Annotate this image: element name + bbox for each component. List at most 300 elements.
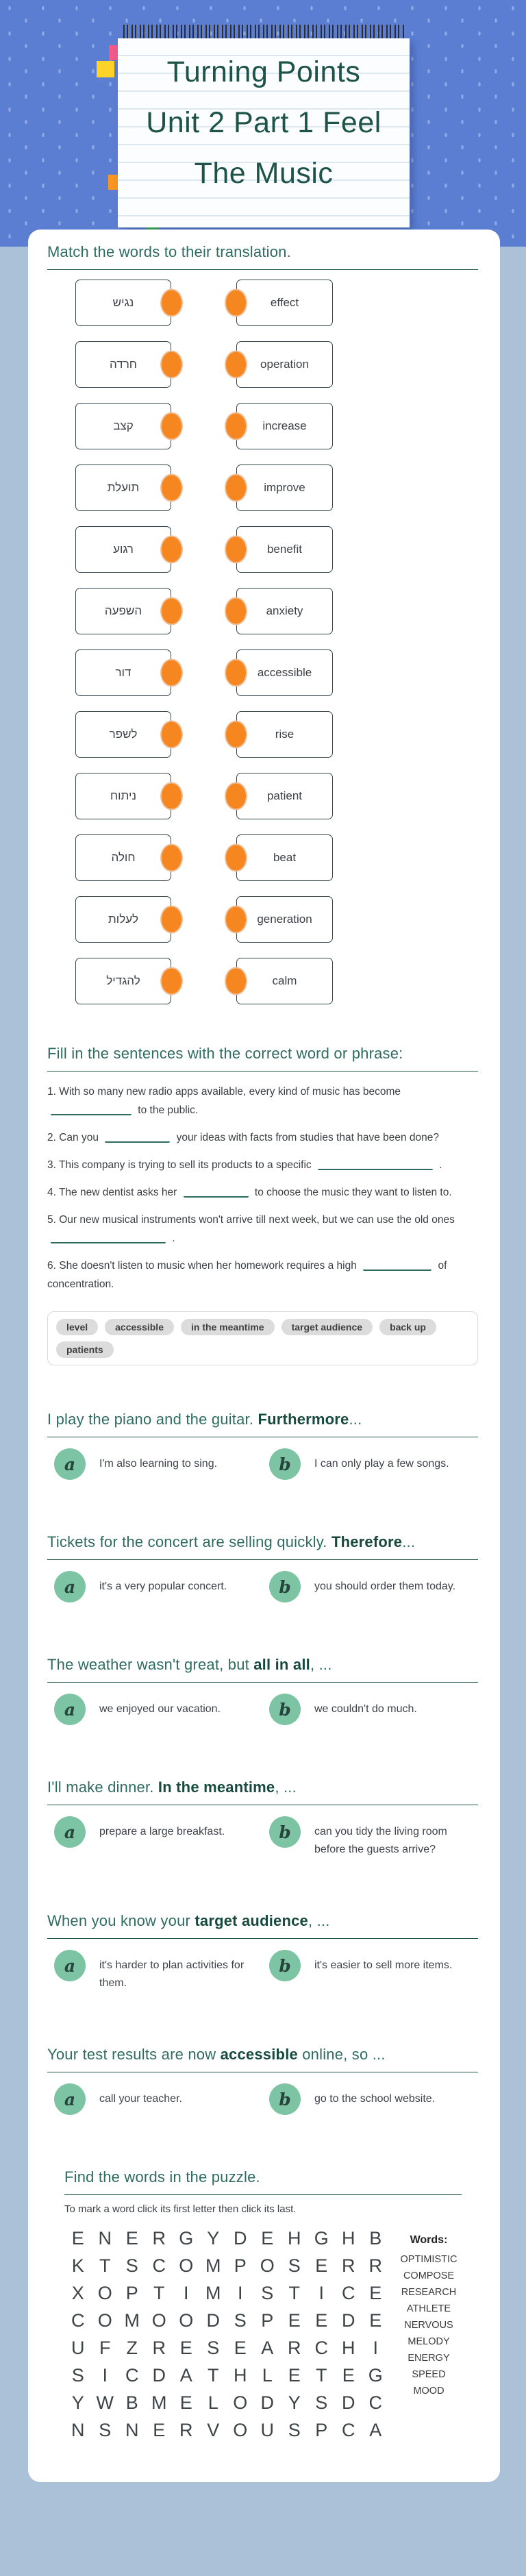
puzzle-letter[interactable]: M [205, 2255, 221, 2276]
fill-in-sentence [47, 1128, 478, 1147]
choice-options [47, 2083, 478, 2115]
puzzle-words [399, 2251, 459, 2399]
puzzle-letter[interactable]: E [179, 2337, 192, 2358]
page-title-line-1: Turning Points [166, 55, 361, 88]
match-left-word: תועלת [107, 481, 140, 494]
choice-option-b [269, 1448, 449, 1480]
puzzle-letter[interactable]: O [97, 2282, 112, 2303]
puzzle-letter[interactable]: S [315, 2392, 328, 2413]
match-right-box [236, 711, 333, 758]
puzzle-letter[interactable]: D [234, 2227, 247, 2249]
puzzle-letter[interactable]: A [179, 2364, 192, 2386]
puzzle-letter[interactable]: U [71, 2337, 85, 2358]
fill-in-sentence [47, 1211, 478, 1248]
match-connector-dot[interactable] [225, 289, 247, 317]
choice-a-button[interactable]: a [54, 1448, 86, 1480]
match-right-box [236, 403, 333, 449]
match-connector-dot[interactable] [225, 721, 247, 749]
choice-option-b [269, 1571, 455, 1602]
fill-in-sentence [47, 1156, 478, 1174]
match-right-word: patient [266, 789, 303, 802]
match-left-box [75, 403, 171, 449]
choice-heading-connector: target audience [195, 1912, 308, 1929]
match-connector-dot[interactable] [160, 412, 183, 441]
match-left-box [75, 711, 171, 758]
puzzle-letter[interactable]: R [152, 2337, 166, 2358]
word-bank-pill[interactable]: in the meantime [181, 1319, 275, 1335]
match-connector-dot[interactable] [225, 351, 247, 379]
puzzle-letter[interactable]: S [288, 2255, 301, 2276]
choice-option-a [54, 2083, 269, 2115]
puzzle-letter[interactable]: D [342, 2309, 355, 2331]
section-fill-in [47, 1045, 478, 1365]
choice-options [47, 1694, 478, 1725]
choice-option-b [269, 1950, 452, 1992]
match-left-word: דור [115, 666, 132, 679]
fill-in-sentences [47, 1082, 478, 1293]
puzzle-letter[interactable]: S [99, 2419, 112, 2440]
puzzle-letter[interactable]: H [342, 2337, 355, 2358]
choice-options [47, 1571, 478, 1602]
choice-heading [47, 1912, 478, 1939]
match-right-box [236, 958, 333, 1004]
answer-blank[interactable] [51, 1232, 166, 1243]
puzzle-letter[interactable]: T [316, 2364, 327, 2386]
puzzle-letter[interactable]: D [260, 2392, 274, 2413]
puzzle-letter[interactable]: D [152, 2364, 166, 2386]
match-right-word: generation [257, 913, 312, 926]
sentence-text-after: . [436, 1159, 442, 1171]
match-connector-dot[interactable] [160, 536, 183, 564]
choice-b-button[interactable]: b [269, 1816, 301, 1848]
choice-options [47, 1816, 478, 1859]
match-left-word: להגדיל [106, 974, 140, 987]
match-left-box [75, 649, 171, 696]
choice-b-text: we couldn't do much. [314, 1703, 417, 1715]
match-left-word: לעלות [108, 913, 138, 926]
match-right-box [236, 649, 333, 696]
puzzle-words-label: Words: [410, 2234, 448, 2246]
match-left-box [75, 465, 171, 511]
word-bank-pill[interactable]: accessible [105, 1319, 174, 1335]
choice-options [47, 1950, 478, 1992]
choice-heading-connector: all in all [253, 1656, 310, 1673]
puzzle-letter[interactable]: P [261, 2309, 274, 2331]
choice-b-button[interactable]: b [269, 2083, 301, 2115]
choice-a-button[interactable]: a [54, 1950, 86, 1981]
match-connector-dot[interactable] [225, 906, 247, 934]
choice-heading [47, 1411, 478, 1437]
sentence-text-after: . [169, 1233, 175, 1244]
puzzle-letter[interactable]: T [208, 2364, 219, 2386]
notebook-paper [118, 38, 410, 227]
puzzle-letter[interactable]: N [125, 2419, 139, 2440]
puzzle-letter[interactable]: L [262, 2364, 273, 2386]
puzzle-letter[interactable]: R [368, 2255, 382, 2276]
puzzle-letter[interactable]: T [99, 2255, 111, 2276]
puzzle-letter[interactable]: E [315, 2309, 328, 2331]
puzzle-letter[interactable]: O [260, 2255, 275, 2276]
puzzle-letter[interactable]: E [315, 2255, 328, 2276]
match-connector-dot[interactable] [225, 659, 247, 687]
match-connector-dot[interactable] [160, 906, 183, 934]
puzzle-instruction: To mark a word click its first letter then click its last. [64, 2203, 297, 2215]
sentence-text-before: 5. Our new musical instruments won't arrive till next week, but we can use the old ones [47, 1214, 455, 1226]
fill-in-sentence [47, 1082, 478, 1119]
choice-b-text: it's easier to sell more items. [314, 1959, 453, 1971]
puzzle-letter[interactable]: H [234, 2364, 247, 2386]
match-left-box [75, 588, 171, 634]
puzzle-letter[interactable]: S [261, 2282, 274, 2303]
match-right-word: effect [270, 296, 299, 309]
word-search-grid [64, 2225, 389, 2444]
answer-blank[interactable] [318, 1159, 433, 1170]
match-connector-dot[interactable] [225, 412, 247, 441]
puzzle-letter[interactable]: O [233, 2419, 248, 2440]
match-left-word: רגוע [113, 543, 134, 556]
match-connector-dot[interactable] [160, 597, 183, 626]
puzzle-word: RESEARCH [401, 2287, 457, 2298]
choice-b-text: I can only play a few songs. [314, 1458, 449, 1470]
word-bank-pill[interactable]: target audience [281, 1319, 373, 1335]
choice-options [47, 1448, 478, 1480]
choice-heading-prefix: When you know your [47, 1912, 195, 1929]
choice-section [47, 1912, 478, 1992]
puzzle-letter[interactable]: C [314, 2337, 328, 2358]
match-row [47, 588, 478, 634]
choice-heading-connector: Therefore [331, 1533, 403, 1550]
puzzle-word: MOOD [413, 2386, 444, 2397]
choice-option-a [54, 1448, 269, 1480]
choice-a-text: it's a very popular concert. [99, 1581, 227, 1592]
choice-heading-suffix: ... [349, 1411, 362, 1428]
choice-a-button[interactable]: a [54, 2083, 86, 2115]
puzzle-letter[interactable]: D [342, 2392, 355, 2413]
puzzle-letter[interactable]: S [125, 2255, 138, 2276]
match-connector-dot[interactable] [225, 597, 247, 626]
puzzle-letter[interactable]: A [261, 2337, 274, 2358]
choice-heading-connector: Furthermore [258, 1411, 349, 1428]
match-right-word: increase [262, 419, 307, 432]
match-row [47, 834, 478, 881]
section-puzzle [47, 2168, 478, 2444]
puzzle-letter[interactable]: E [71, 2227, 84, 2249]
puzzle-letter[interactable]: B [125, 2392, 138, 2413]
match-right-word: operation [260, 358, 309, 371]
puzzle-letter[interactable]: E [288, 2309, 301, 2331]
puzzle-letter[interactable]: I [373, 2337, 378, 2358]
choice-heading-suffix: , ... [275, 1779, 297, 1796]
puzzle-letter[interactable]: H [288, 2227, 301, 2249]
choice-b-button[interactable]: b [269, 1448, 301, 1480]
match-right-word: benefit [266, 543, 303, 556]
fill-in-sentence [47, 1256, 478, 1293]
section-matching [47, 243, 478, 1004]
choice-a-text: I'm also learning to sing. [99, 1458, 218, 1470]
choice-section [47, 1779, 478, 1859]
match-right-box [236, 526, 333, 573]
puzzle-letter[interactable]: T [153, 2282, 165, 2303]
choice-b-button[interactable]: b [269, 1950, 301, 1981]
choice-heading-prefix: Your test results are now [47, 2046, 221, 2063]
puzzle-letter[interactable]: S [288, 2419, 301, 2440]
choice-a-text: we enjoyed our vacation. [99, 1703, 221, 1715]
match-right-word: improve [264, 481, 305, 494]
puzzle-letter[interactable]: O [179, 2309, 194, 2331]
sentence-text-before: 4. The new dentist asks her [47, 1187, 180, 1198]
puzzle-letter[interactable]: O [233, 2392, 248, 2413]
puzzle-word: SPEED [412, 2369, 446, 2380]
puzzle-letter[interactable]: A [369, 2419, 382, 2440]
choice-heading-suffix: online, so ... [297, 2046, 386, 2063]
match-connector-dot[interactable] [160, 659, 183, 687]
match-row [47, 649, 478, 696]
puzzle-word: OPTIMISTIC [400, 2254, 458, 2265]
choice-b-text: you should order them today. [314, 1581, 456, 1592]
puzzle-letter[interactable]: O [179, 2255, 194, 2276]
puzzle-word-list [399, 2225, 459, 2444]
puzzle-letter[interactable]: C [368, 2392, 382, 2413]
sentence-text-before: 2. Can you [47, 1132, 102, 1143]
puzzle-letter[interactable]: R [179, 2419, 193, 2440]
choice-b-text: can you tidy the living room before the guests arrive? [314, 1826, 447, 1855]
choice-heading-prefix: I'll make dinner. [47, 1779, 158, 1796]
puzzle-letter[interactable]: N [98, 2227, 112, 2249]
choice-option-b [269, 2083, 435, 2115]
sentence-text-before: 6. She doesn't listen to music when her homework requires a high [47, 1260, 360, 1272]
match-connector-dot[interactable] [160, 844, 183, 872]
decor-pink-square [109, 45, 118, 60]
puzzle-letter[interactable]: R [152, 2227, 166, 2249]
match-connector-dot[interactable] [225, 844, 247, 872]
matching-rows [47, 280, 478, 1004]
sentence-text-after: to the public. [135, 1104, 199, 1116]
match-left-box [75, 526, 171, 573]
puzzle-letter[interactable]: C [342, 2419, 355, 2440]
answer-blank[interactable] [363, 1259, 431, 1271]
choice-section [47, 2046, 478, 2115]
puzzle-letter[interactable]: G [368, 2364, 383, 2386]
word-bank-pill[interactable]: patients [56, 1341, 114, 1358]
puzzle-letter[interactable]: C [71, 2309, 85, 2331]
match-connector-dot[interactable] [160, 474, 183, 502]
puzzle-letter[interactable]: C [152, 2255, 166, 2276]
match-left-word: קצב [113, 419, 134, 432]
word-bank-pill[interactable]: back up [379, 1319, 436, 1335]
match-left-word: נגיש [112, 296, 134, 309]
puzzle-letter[interactable]: H [342, 2227, 355, 2249]
title-notebook [118, 25, 410, 227]
puzzle-letter[interactable]: M [205, 2282, 221, 2303]
puzzle-word: MELODY [408, 2336, 450, 2347]
puzzle-letter[interactable]: X [71, 2282, 84, 2303]
choice-a-button[interactable]: a [54, 1816, 86, 1848]
match-left-box [75, 834, 171, 881]
match-connector-dot[interactable] [160, 721, 183, 749]
puzzle-letter[interactable]: M [151, 2392, 167, 2413]
puzzle-letter[interactable]: W [96, 2392, 114, 2413]
match-connector-dot[interactable] [160, 967, 183, 995]
choice-heading-prefix: The weather wasn't great, but [47, 1656, 254, 1673]
choice-b-text: go to the school website. [314, 2093, 436, 2105]
match-connector-dot[interactable] [160, 351, 183, 379]
match-right-box [236, 465, 333, 511]
puzzle-letter[interactable]: V [207, 2419, 220, 2440]
puzzle-letter[interactable]: E [179, 2392, 192, 2413]
match-left-box [75, 958, 171, 1004]
choice-heading-connector: accessible [220, 2046, 298, 2063]
match-left-box [75, 280, 171, 326]
choice-heading-suffix: ... [402, 1533, 416, 1550]
match-row [47, 958, 478, 1004]
sentence-text-before: 3. This company is trying to sell its products to a specific [47, 1159, 314, 1171]
puzzle-letter[interactable]: Y [288, 2392, 301, 2413]
puzzle-letter[interactable]: I [237, 2282, 243, 2303]
match-right-word: beat [273, 851, 297, 864]
worksheet-card [28, 230, 500, 2482]
puzzle-letter[interactable]: I [318, 2282, 324, 2303]
choice-option-a [54, 1950, 269, 1992]
choice-a-text: prepare a large breakfast. [99, 1826, 225, 1837]
answer-blank[interactable] [105, 1131, 170, 1143]
choice-heading [47, 1656, 478, 1683]
puzzle-letter[interactable]: B [369, 2227, 382, 2249]
puzzle-letter[interactable]: U [260, 2419, 274, 2440]
match-connector-dot[interactable] [160, 289, 183, 317]
puzzle-letter[interactable]: E [342, 2364, 355, 2386]
puzzle-word: ATHLETE [406, 2303, 451, 2314]
match-right-word: anxiety [266, 604, 303, 617]
match-row [47, 403, 478, 449]
choice-section [47, 1411, 478, 1480]
puzzle-letter[interactable]: Y [71, 2392, 84, 2413]
choice-option-a [54, 1571, 269, 1602]
match-row [47, 896, 478, 943]
match-left-word: השפעה [104, 604, 142, 617]
sentence-text-after: to choose the music they want to listen to. [251, 1187, 452, 1198]
choice-heading [47, 2046, 478, 2072]
puzzle-letter[interactable]: M [124, 2309, 140, 2331]
choice-heading [47, 1533, 478, 1560]
match-row [47, 711, 478, 758]
choice-b-button[interactable]: b [269, 1694, 301, 1725]
matching-heading: Match the words to their translation. [47, 243, 478, 270]
puzzle-letter[interactable]: E [369, 2282, 382, 2303]
match-right-box [236, 280, 333, 326]
choice-heading-connector: In the meantime [158, 1779, 275, 1796]
choice-section [47, 1533, 478, 1602]
answer-blank[interactable] [184, 1186, 249, 1198]
match-connector-dot[interactable] [225, 474, 247, 502]
puzzle-letter[interactable]: Z [126, 2337, 138, 2358]
puzzle-letter[interactable]: G [314, 2227, 329, 2249]
match-left-word: לשפר [109, 728, 138, 741]
multiple-choice-sections [47, 1411, 478, 2115]
puzzle-letter[interactable]: P [234, 2255, 247, 2276]
puzzle-letter[interactable]: E [153, 2419, 166, 2440]
puzzle-letter[interactable]: E [369, 2309, 382, 2331]
decor-yellow-square [97, 61, 114, 77]
match-row [47, 280, 478, 326]
sentence-text-after: of concentration. [47, 1260, 447, 1290]
match-row [47, 526, 478, 573]
puzzle-letter[interactable]: E [125, 2227, 138, 2249]
choice-option-b [269, 1694, 417, 1725]
puzzle-letter[interactable]: I [183, 2282, 189, 2303]
puzzle-letter[interactable]: E [261, 2227, 274, 2249]
answer-blank[interactable] [51, 1104, 132, 1115]
match-row [47, 773, 478, 819]
choice-heading-prefix: Tickets for the concert are selling quickly. [47, 1533, 331, 1550]
puzzle-letter[interactable]: Y [207, 2227, 220, 2249]
puzzle-letter[interactable]: P [315, 2419, 328, 2440]
fill-in-sentence [47, 1183, 478, 1202]
puzzle-letter[interactable]: I [102, 2364, 108, 2386]
puzzle-letter[interactable]: P [125, 2282, 138, 2303]
puzzle-letter[interactable]: K [71, 2255, 84, 2276]
choice-a-button[interactable]: a [54, 1571, 86, 1602]
puzzle-letter[interactable]: O [97, 2309, 112, 2331]
puzzle-letter[interactable]: R [288, 2337, 301, 2358]
puzzle-word: COMPOSE [403, 2270, 455, 2281]
choice-option-a [54, 1816, 269, 1859]
puzzle-letter[interactable]: T [288, 2282, 300, 2303]
match-left-box [75, 773, 171, 819]
word-bank-pill[interactable]: level [56, 1319, 98, 1335]
puzzle-letter[interactable]: N [71, 2419, 85, 2440]
fill-in-heading: Fill in the sentences with the correct word or phrase: [47, 1045, 478, 1072]
puzzle-letter[interactable]: D [206, 2309, 220, 2331]
puzzle-letter[interactable]: G [179, 2227, 194, 2249]
puzzle-letter[interactable]: C [342, 2282, 355, 2303]
match-left-word: ניתוח [110, 789, 137, 802]
match-connector-dot[interactable] [160, 782, 183, 810]
choice-heading-suffix: , ... [308, 1912, 330, 1929]
choice-option-b [269, 1816, 462, 1859]
match-right-box [236, 588, 333, 634]
choice-section [47, 1656, 478, 1725]
puzzle-letter[interactable]: C [125, 2364, 139, 2386]
match-row [47, 465, 478, 511]
match-row [47, 341, 478, 388]
puzzle-letter[interactable]: S [234, 2309, 247, 2331]
puzzle-letter[interactable]: E [288, 2364, 301, 2386]
choice-heading-prefix: I play the piano and the guitar. [47, 1411, 258, 1428]
match-right-box [236, 896, 333, 943]
match-right-box [236, 341, 333, 388]
choice-a-button[interactable]: a [54, 1694, 86, 1725]
puzzle-letter[interactable]: O [151, 2309, 166, 2331]
choice-heading-suffix: , ... [310, 1656, 332, 1673]
match-connector-dot[interactable] [225, 967, 247, 995]
match-connector-dot[interactable] [225, 536, 247, 564]
match-left-word: חרדה [110, 358, 137, 371]
match-right-word: accessible [257, 666, 312, 679]
choice-b-button[interactable]: b [269, 1571, 301, 1602]
puzzle-letter[interactable]: F [99, 2337, 111, 2358]
puzzle-letter[interactable]: L [208, 2392, 218, 2413]
page-title-line-3: The Music [194, 157, 334, 190]
choice-option-a [54, 1694, 269, 1725]
puzzle-letter[interactable]: S [71, 2364, 84, 2386]
puzzle-word: NERVOUS [404, 2320, 453, 2331]
puzzle-body [47, 2225, 478, 2444]
match-connector-dot[interactable] [225, 782, 247, 810]
spiral-binding-icon [123, 25, 404, 38]
puzzle-letter[interactable]: R [342, 2255, 355, 2276]
puzzle-letter[interactable]: E [234, 2337, 247, 2358]
puzzle-letter[interactable]: S [207, 2337, 220, 2358]
